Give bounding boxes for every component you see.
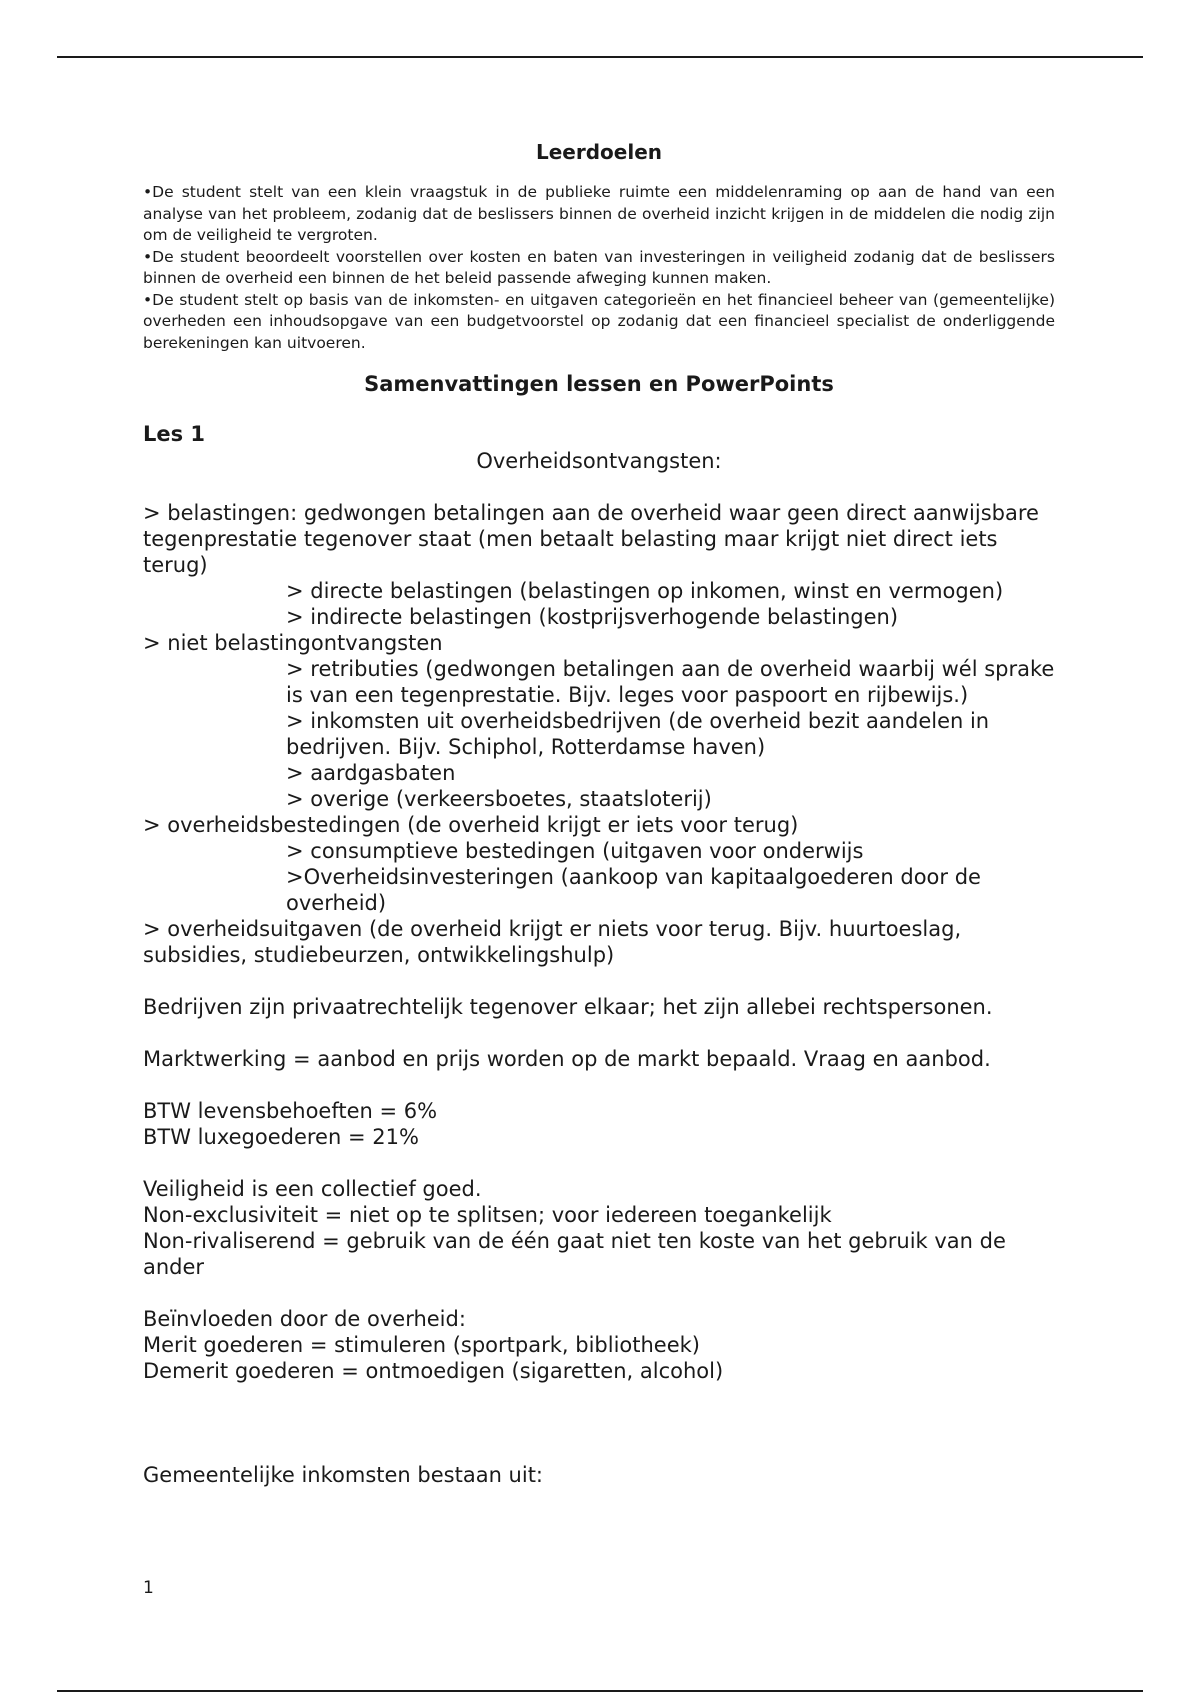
list-item: > overige (verkeersboetes, staatsloterij) <box>286 787 712 811</box>
paragraph-gemeente: Gemeentelijke inkomsten bestaan uit: <box>143 1463 544 1487</box>
page-number: 1 <box>143 1578 154 1598</box>
veiligheid-line: Non-exclusiviteit = niet op te splitsen; voor iedereen toegankelijk <box>143 1203 832 1227</box>
beinvloeden-line: Beïnvloeden door de overheid: <box>143 1307 466 1331</box>
top-rule <box>57 56 1143 58</box>
list-item: > directe belastingen (belastingen op inkomen, winst en vermogen) <box>286 579 1004 603</box>
list-item: > aardgasbaten <box>286 761 456 785</box>
list-item: > consumptieve bestedingen (uitgaven voor onderwijs <box>286 839 864 863</box>
veiligheid-line: Non-rivaliserend = gebruik van de één gaat niet ten koste van het gebruik van de ander <box>143 1229 1006 1279</box>
list-item: > inkomsten uit overheidsbedrijven (de overheid bezit aandelen in bedrijven. Bijv. Schiphol, Rotterdamse haven) <box>286 709 990 759</box>
beinvloeden-line: Demerit goederen = ontmoedigen (sigaretten, alcohol) <box>143 1359 724 1383</box>
list-item: > overheidsuitgaven (de overheid krijgt er niets voor terug. Bijv. huurtoeslag, subsidies, studiebeurzen, ontwikkelingshulp) <box>143 917 962 967</box>
beinvloeden-line: Merit goederen = stimuleren (sportpark, bibliotheek) <box>143 1333 700 1357</box>
lesson-subheading: Overheidsontvangsten: <box>476 449 722 473</box>
page-title: Leerdoelen <box>535 140 662 164</box>
list-item: >Overheidsinvesteringen (aankoop van kapitaalgoederen door de overheid) <box>286 865 981 915</box>
list-item: > indirecte belastingen (kostprijsverhogende belastingen) <box>286 605 899 629</box>
lesson-body <box>143 474 1055 1488</box>
paragraph-marktwerking: Marktwerking = aanbod en prijs worden op de markt bepaald. Vraag en aanbod. <box>143 1047 991 1071</box>
learning-goal: •De student stelt op basis van de inkomsten- en uitgaven categorieën en het financieel beheer van (gemeentelijke) overheden een inhoudsopgave van een budgetvoorstel op zodanig dat een financieel specialist de onderliggende berekeningen kan uitvoeren. <box>143 290 1055 352</box>
section-title: Samenvattingen lessen en PowerPoints <box>364 372 834 396</box>
learning-goal: •De student beoordeelt voorstellen over kosten en baten van investeringen in veiligheid zodanig dat de beslissers binnen de overheid een binnen de het beleid passende afweging kunnen maken. <box>143 247 1055 287</box>
list-item: > niet belastingontvangsten <box>143 631 443 655</box>
learning-goal: •De student stelt van een klein vraagstuk in de publieke ruimte een middelenraming op aan de hand van een analyse van het probleem, zodanig dat de beslissers binnen de overheid inzicht krijgen in de middelen die nodig zijn om de veiligheid te vergroten. <box>143 183 1055 244</box>
btw-line: BTW luxegoederen = 21% <box>143 1125 419 1149</box>
list-item: > belastingen: gedwongen betalingen aan de overheid waar geen direct aanwijsbare tegenprestatie tegenover staat (men betaalt belasting maar krijgt niet direct iets terug) <box>143 501 1039 577</box>
page-content <box>143 140 1055 1488</box>
btw-line: BTW levensbehoeften = 6% <box>143 1099 438 1123</box>
list-item: > overheidsbestedingen (de overheid krijgt er iets voor terug) <box>143 813 799 837</box>
list-item: > retributies (gedwongen betalingen aan de overheid waarbij wél sprake is van een tegenprestatie. Bijv. leges voor paspoort en rijbewijs.) <box>286 657 1055 707</box>
learning-goals <box>143 182 1055 354</box>
bottom-rule <box>57 1690 1143 1692</box>
paragraph-bedrijven: Bedrijven zijn privaatrechtelijk tegenover elkaar; het zijn allebei rechtspersonen. <box>143 995 993 1019</box>
veiligheid-line: Veiligheid is een collectief goed. <box>143 1177 482 1201</box>
lesson-heading: Les 1 <box>143 422 206 446</box>
